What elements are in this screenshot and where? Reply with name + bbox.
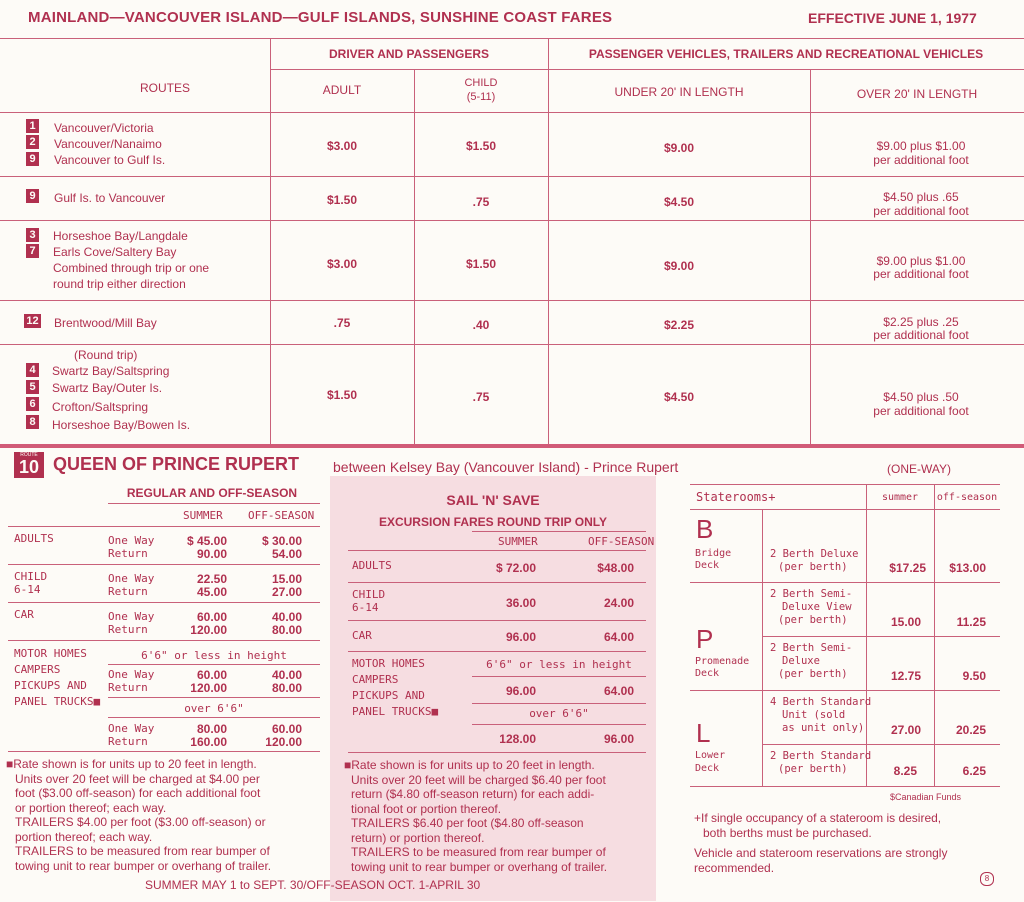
deck-name: Bridge [695,548,732,559]
height-less-label: 6'6" or less in height [141,649,287,662]
fare-value: $48.00 [597,561,634,575]
rule [270,69,1024,70]
regular-mh-label: PICKUPS AND [14,679,87,692]
fare-child: .75 [472,390,490,404]
regular-col-summer: SUMMER [183,509,223,522]
fare-child: .75 [472,195,490,209]
route-name: round trip either direction [53,277,186,291]
fare-value: 27.00 [890,723,921,737]
one-way-label: One Way [108,722,155,735]
route-name: Gulf Is. to Vancouver [54,191,166,205]
fare-value: 15.00 [271,572,302,586]
fare-value: 54.00 [271,547,302,561]
note-line: recommended. [694,860,775,875]
stateroom-desc: (per berth) [778,614,848,626]
sail-adults-label: ADULTS [352,559,392,572]
sail-mh-label: PANEL TRUCKS■ [352,705,439,718]
fare-child: $1.50 [465,139,497,153]
route-badge: 3 [26,228,39,242]
regular-title: REGULAR AND OFF-SEASON [126,486,298,500]
page-title: MAINLAND—VANCOUVER ISLAND—GULF ISLANDS, SUNSHINE COAST FARES [28,9,613,26]
fare-adult: .75 [333,316,351,330]
header-over-20: OVER 20' IN LENGTH [856,87,978,101]
fare-over-20: $9.00 plus $1.00 [876,254,966,268]
header-driver-passengers: DRIVER AND PASSENGERS [328,47,490,61]
header-child: CHILD [464,77,498,89]
fare-value: 40.00 [271,610,302,624]
fare-value: 20.25 [955,723,986,737]
fare-value: 24.00 [603,596,634,610]
fare-value: 11.25 [956,615,986,629]
route-name: Earls Cove/Saltery Bay [53,245,177,259]
regular-col-off: OFF-SEASON [248,509,315,522]
fare-value: 60.00 [196,668,227,682]
route-name: Swartz Bay/Outer Is. [52,381,163,395]
sail-mh-label: MOTOR HOMES [352,657,425,670]
note-line: TRAILERS to be measured from rear bumper of [351,845,606,859]
deck-name: Deck [695,763,720,774]
fare-value: $ 30.00 [261,534,302,548]
route-10-badge [14,452,44,478]
rule [690,582,1000,583]
height-over-label: over 6'6" [184,702,244,715]
return-label: Return [108,681,148,694]
fare-value: 90.00 [196,547,227,561]
rule [348,582,646,583]
fare-value: 64.00 [603,630,634,644]
stateroom-desc: (per berth) [778,763,848,775]
rule [0,176,1024,177]
regular-car-label: CAR [14,608,34,621]
stateroom-desc: Deluxe [782,655,820,667]
fare-under-20: $2.25 [663,318,695,332]
stateroom-desc: (per berth) [778,668,848,680]
deck-name: Lower [695,750,726,761]
rule [270,38,271,444]
route-badge: 12 [24,314,41,328]
note-line: TRAILERS $4.00 per foot ($3.00 off-season) or [15,815,266,829]
fare-value: 128.00 [499,732,536,746]
staterooms-title: Staterooms+ [696,490,776,504]
rule [762,744,1000,745]
stateroom-desc: (per berth) [778,561,848,573]
note-line: towing unit to rear bumper or overhang of trailer. [351,859,608,874]
rule [472,724,646,725]
note-line: TRAILERS to be measured from rear bumper of [15,844,270,858]
fare-value: 15.00 [890,615,921,629]
rule [108,503,320,504]
fare-child: $1.50 [465,257,497,271]
rule [472,703,646,704]
fare-value: 60.00 [271,722,302,736]
fare-under-20: $9.00 [663,141,695,155]
height-over-label: over 6'6" [529,707,589,720]
fare-over-20: $4.50 plus .65 [883,190,959,204]
one-way-label: One Way [108,534,155,547]
fare-value: 45.00 [196,585,227,599]
stateroom-desc: as unit only) [782,722,865,734]
rule [690,786,1000,787]
rule [472,531,646,532]
route-10-badge-word: ROUTE [20,452,38,458]
bc-ferries-logo-icon: 8 [980,872,994,886]
rule [108,717,320,718]
note-line: Units over 20 feet will be charged at $4.00 per [15,771,260,786]
note-line: Vehicle and stateroom reservations are strongly [694,846,948,860]
route-10-badge-number: 10 [18,457,40,477]
route-badge: 6 [26,397,39,411]
fare-value: $13.00 [949,561,986,575]
rule [8,602,320,603]
route-badge: 9 [26,152,39,166]
deck-name: Promenade [695,656,750,667]
header-routes: ROUTES [139,81,190,95]
fare-over-20: $9.00 plus $1.00 [876,139,966,153]
route-badge: 4 [26,363,39,377]
stateroom-desc: 2 Berth Deluxe [770,548,859,560]
ship-title: QUEEN OF PRINCE RUPERT [53,454,300,474]
ship-route: between Kelsey Bay (Vancouver Island) - Prince Rupert [333,459,679,475]
stateroom-desc: 2 Berth Semi- [770,642,853,654]
note-line: or portion thereof; each way. [15,800,167,815]
rule [0,300,1024,301]
route-name: Horseshoe Bay/Bowen Is. [52,418,191,432]
route-name: Vancouver/Nanaimo [54,137,162,151]
note-line: tional foot or portion thereof. [351,801,502,816]
deck-name: Deck [695,668,720,679]
fare-value: 8.25 [893,764,917,778]
return-label: Return [108,623,148,636]
sail-col-summer: SUMMER [498,535,538,548]
header-vehicles: PASSENGER VEHICLES, TRAILERS AND RECREATIONAL VEHICLES [588,47,984,61]
note-line: +If single occupancy of a stateroom is desired, [694,811,942,825]
rule [762,636,1000,637]
rule [348,752,646,753]
fare-adult: $3.00 [326,139,358,153]
rule [690,484,1000,485]
route-name: Vancouver/Victoria [54,121,154,135]
route-badge: 5 [26,380,39,394]
stateroom-desc: Unit (sold [782,709,846,721]
rule [8,526,320,527]
route-badge: 8 [26,415,39,429]
rule [0,220,1024,221]
effective-date: EFFECTIVE JUNE 1, 1977 [808,10,977,26]
fare-value: 96.00 [603,732,634,746]
fare-value: 36.00 [505,596,536,610]
stateroom-desc: Deluxe View [782,601,852,613]
return-label: Return [108,547,148,560]
header-under-20: UNDER 20' IN LENGTH [614,85,744,99]
fare-value: $ 72.00 [495,561,536,575]
regular-adults-label: ADULTS [14,532,54,545]
height-less-label: 6'6" or less in height [486,658,632,671]
rule [348,651,646,652]
regular-child-age: 6-14 [14,583,41,596]
note-line: Units over 20 feet will be charged $6.40 per foot [351,772,606,787]
fare-value: 96.00 [505,630,536,644]
sail-notes [344,758,654,874]
note-line: ■Rate shown is for units up to 20 feet in length. [344,758,595,772]
note-line: foot ($3.00 off-season) for each additional foot [15,786,261,800]
stateroom-desc: 2 Berth Semi- [770,588,853,600]
fare-over-20-note: per additional foot [873,267,969,281]
route-name: Combined through trip or one [53,261,210,275]
one-way-label: (ONE-WAY) [887,462,951,476]
rule [8,640,320,641]
season-note: SUMMER MAY 1 to SEPT. 30/OFF-SEASON OCT. 1-APRIL 30 [145,878,481,892]
rule [348,550,646,551]
fare-value: $ 45.00 [186,534,227,548]
one-way-label: One Way [108,668,155,681]
rule [0,38,1024,39]
fare-value: 12.75 [890,669,921,683]
sail-mh-label: PICKUPS AND [352,689,425,702]
stateroom-col-summer: summer [881,492,919,503]
currency-note: $Canadian Funds [890,792,962,802]
deck-letter-p: P [696,624,714,654]
sail-title: SAIL 'N' SAVE [446,492,540,508]
fare-value: 6.25 [962,764,986,778]
return-label: Return [108,585,148,598]
sail-col-off: OFF-SEASON [588,535,655,548]
fare-value: 22.50 [196,572,227,586]
note-line: TRAILERS $6.40 per foot ($4.80 off-season [351,816,584,830]
route-badge: 1 [26,119,39,133]
route-name: (Round trip) [74,348,138,362]
regular-child-label: CHILD [14,570,48,583]
route-badge: 7 [26,244,39,258]
deck-letter-b: B [696,514,714,544]
fare-value: 40.00 [271,668,302,682]
fare-value: 80.00 [271,681,302,695]
regular-mh-label: CAMPERS [14,663,61,676]
header-child-age: (5-11) [466,91,496,103]
rule [348,620,646,621]
fare-adult: $1.50 [326,388,358,402]
fare-over-20: $4.50 plus .50 [883,390,959,404]
one-way-label: One Way [108,572,155,585]
note-line: return) or portion thereof. [351,830,485,845]
fare-value: 9.50 [962,669,986,683]
note-line: portion thereof; each way. [15,829,153,844]
fare-value: $17.25 [889,561,926,575]
route-name: Brentwood/Mill Bay [54,316,157,330]
fare-value: 160.00 [190,735,227,749]
sail-subtitle: EXCURSION FARES ROUND TRIP ONLY [378,515,608,529]
sail-car-label: CAR [352,629,372,642]
fare-value: 120.00 [190,623,227,637]
one-way-label: One Way [108,610,155,623]
return-label: Return [108,735,148,748]
stateroom-desc: 4 Berth Standard [770,696,872,708]
route-badge: 2 [26,135,39,149]
fare-value: 80.00 [196,722,227,736]
route-name: Crofton/Saltspring [52,400,149,414]
rule [690,509,1000,510]
route-badge: 9 [26,189,39,203]
rule [690,690,1000,691]
fare-adult: $3.00 [326,257,358,271]
fare-value: 64.00 [603,684,634,698]
rule [108,697,320,698]
rule [108,664,320,665]
rule [0,344,1024,345]
regular-mh-label: MOTOR HOMES [14,647,87,660]
fare-value: 60.00 [196,610,227,624]
fare-over-20-note: per additional foot [873,204,969,218]
rule [8,564,320,565]
regular-mh-label: PANEL TRUCKS■ [14,695,101,708]
fare-value: 120.00 [265,735,302,749]
fare-under-20: $4.50 [663,195,695,209]
fare-under-20: $4.50 [663,390,695,404]
fare-value: 96.00 [505,684,536,698]
rule [866,484,867,786]
deck-letter-l: L [696,718,711,748]
rule [472,676,646,677]
fare-value: 80.00 [271,623,302,637]
stateroom-desc: 2 Berth Standard [770,750,872,762]
fare-over-20: $2.25 plus .25 [883,315,959,329]
note-line: return ($4.80 off-season return) for each addi- [351,787,595,801]
stateroom-col-off: off-season [936,492,998,503]
deck-name: Deck [695,560,720,571]
fare-over-20-note: per additional foot [873,153,969,167]
route-name: Vancouver to Gulf Is. [54,153,166,167]
fare-over-20-note: per additional foot [873,328,969,342]
fare-child: .40 [472,318,490,332]
fare-adult: $1.50 [326,193,358,207]
fare-under-20: $9.00 [663,259,695,273]
route-name: Swartz Bay/Saltspring [52,364,170,378]
route-name: Horseshoe Bay/Langdale [53,229,188,243]
fare-value: 27.00 [271,585,302,599]
rule [934,484,935,786]
sail-child-age: 6-14 [352,601,379,614]
note-line: towing unit to rear bumper or overhang of trailer. [15,858,272,873]
rule [8,751,320,752]
fare-over-20-note: per additional foot [873,404,969,418]
sail-child-label: CHILD [352,588,386,601]
rule [0,112,1024,113]
fare-value: 120.00 [190,681,227,695]
stateroom-notes [694,811,1004,875]
note-line: both berths must be purchased. [703,825,872,840]
header-adult: ADULT [322,83,362,97]
note-line: ■Rate shown is for units up to 20 feet in length. [6,757,257,771]
regular-notes [6,757,328,873]
section-divider [0,444,1024,448]
sail-mh-label: CAMPERS [352,673,399,686]
